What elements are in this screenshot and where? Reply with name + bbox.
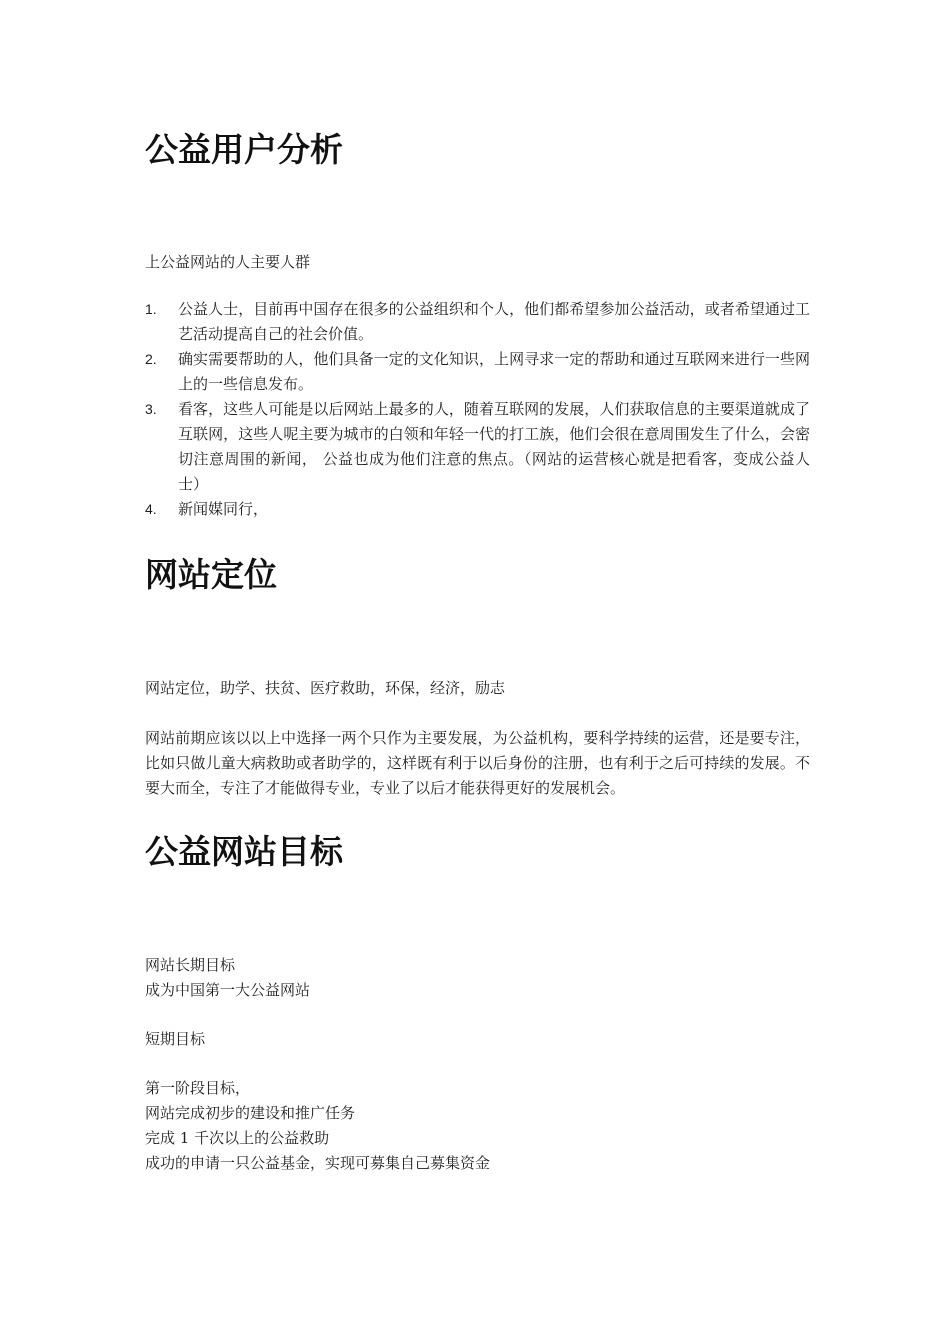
- list-item: [145, 347, 810, 397]
- list-number: 3.: [145, 401, 157, 417]
- list-item: [145, 297, 810, 347]
- strategy-paragraph: 网站前期应该以以上中选择一两个只作为主要发展，为公益机构，要科学持续的运营，还是要专注，比如只做儿童大病救助或者助学的，这样既有利于以后身份的注册，也有利于之后可持续的发展。不要大而全，专注了才能做得专业，专业了以后才能获得更好的发展机会。: [145, 729, 810, 797]
- phase1-goal-item: 网站完成初步的建设和推广任务: [145, 1104, 356, 1122]
- phase1-goal-item: 完成 1 千次以上的公益救助: [145, 1129, 330, 1147]
- positioning-paragraph: 网站定位，助学、扶贫、医疗救助，环保，经济，励志: [145, 679, 506, 697]
- list-item-text: 看客，这些人可能是以后网站上最多的人，随着互联网的发展，人们获取信息的主要渠道就成了互联网，这些人呢主要为城市的白领和年轻一代的打工族，他们会很在意周围发生了什么，会密切注意周围的新闻， 公益也成为他们注意的焦点。（网站的运营核心就是把看客，变成公益人士）: [178, 400, 810, 493]
- list-number: 4.: [145, 501, 157, 517]
- phase1-goal-item: 成功的申请一只公益基金，实现可募集自己募集资金: [145, 1154, 491, 1172]
- phase1-goal-label: 第一阶段目标，: [145, 1079, 251, 1097]
- list-item-text: 确实需要帮助的人，他们具备一定的文化知识，上网寻求一定的帮助和通过互联网来进行一些网上的一些信息发布。: [178, 350, 810, 393]
- list-item: [145, 497, 810, 522]
- list-item: [145, 397, 810, 497]
- list-number: 1.: [145, 301, 157, 317]
- intro-paragraph: 上公益网站的人主要人群: [145, 253, 311, 271]
- user-group-list: [145, 297, 810, 522]
- long-term-goal-text: 成为中国第一大公益网站: [145, 981, 311, 999]
- heading-site-positioning: 网站定位: [145, 555, 277, 594]
- list-item-text: 公益人士，目前再中国存在很多的公益组织和个人，他们都希望参加公益活动，或者希望通过工艺活动提高自己的社会价值。: [178, 300, 810, 343]
- short-term-goal-label: 短期目标: [145, 1030, 206, 1048]
- heading-user-analysis: 公益用户分析: [145, 130, 343, 169]
- heading-site-goals: 公益网站目标: [145, 832, 343, 871]
- list-item-text: 新闻媒同行，: [178, 500, 269, 518]
- long-term-goal-label: 网站长期目标: [145, 956, 236, 974]
- list-number: 2.: [145, 351, 157, 367]
